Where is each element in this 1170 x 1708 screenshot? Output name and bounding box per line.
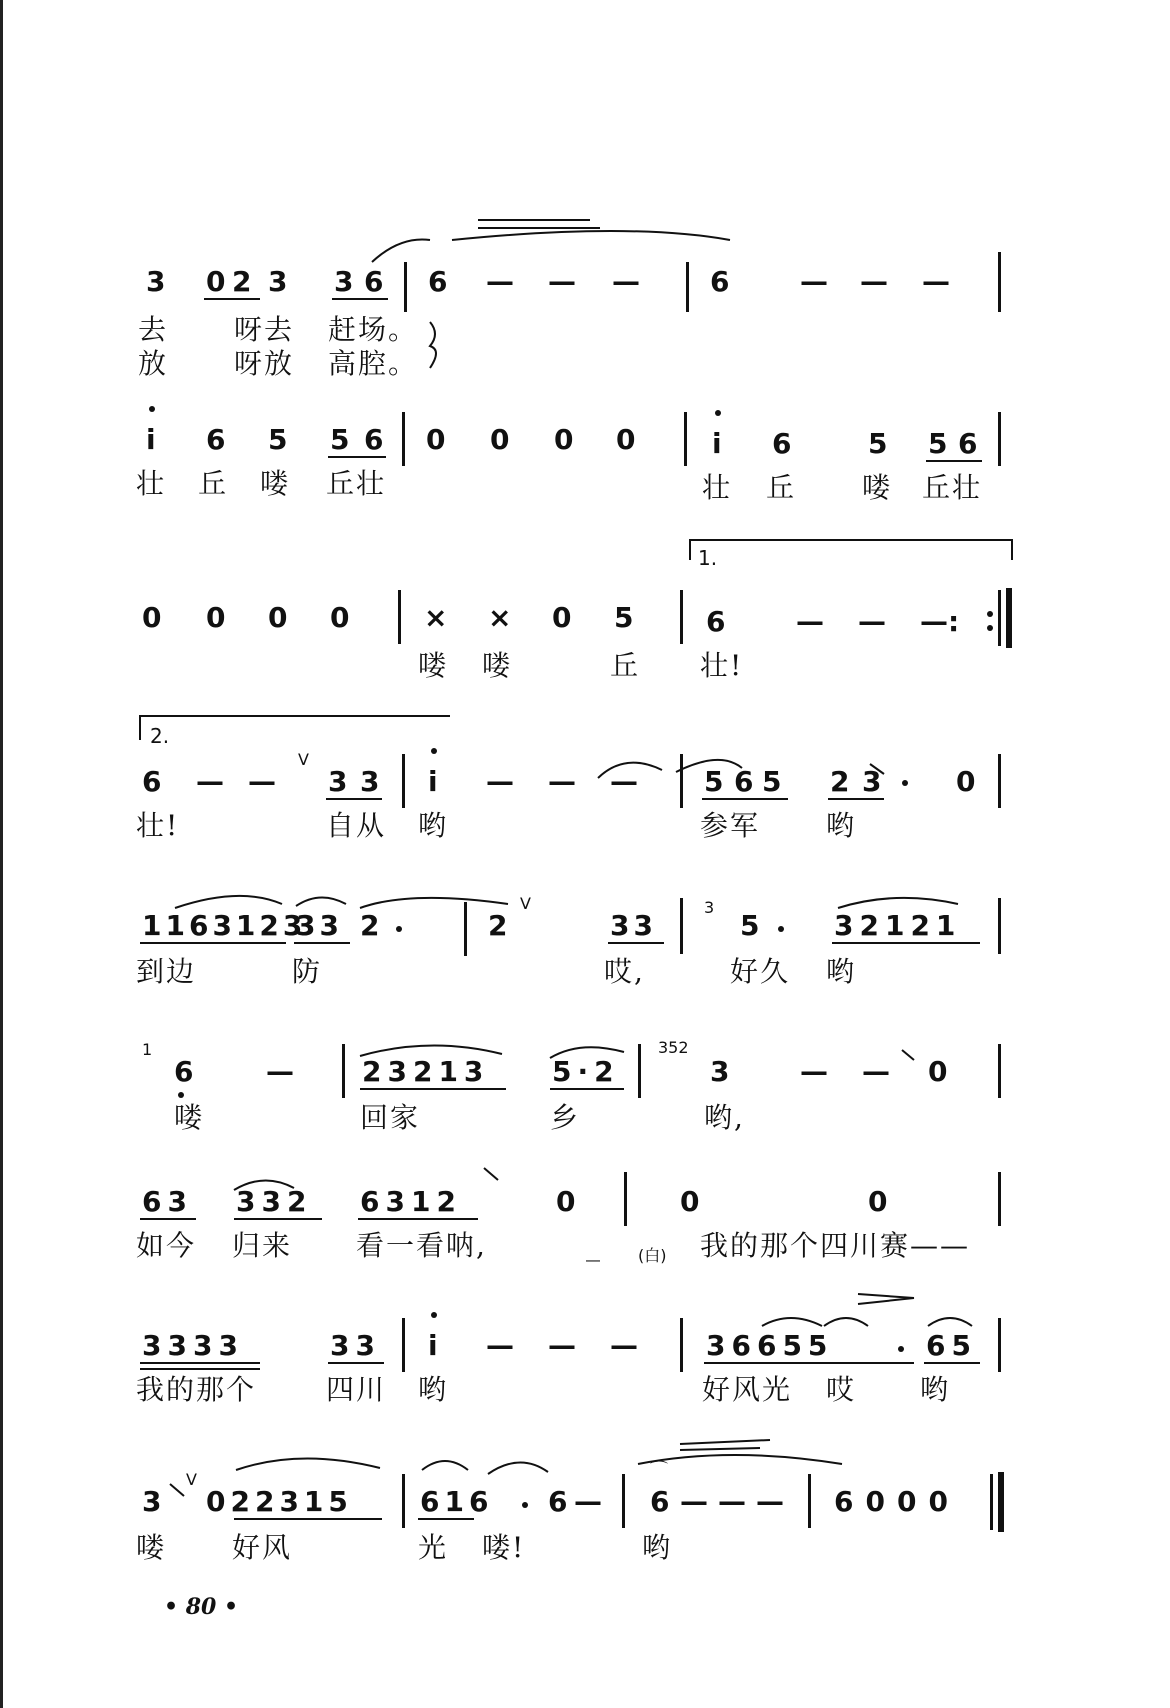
note-group: 3333 — [142, 1329, 244, 1362]
volta-1-bracket — [690, 540, 1012, 560]
barline — [402, 1318, 405, 1372]
lyric: 到边 — [136, 955, 197, 988]
dynamic-mark — [858, 1294, 914, 1298]
note-group: 022315 — [206, 1485, 353, 1518]
note: 6 — [958, 427, 978, 460]
lyric: 壮! — [700, 649, 744, 682]
underline — [704, 1362, 914, 1364]
note-group: 63 — [142, 1185, 193, 1218]
lyric: 哟 — [826, 955, 857, 988]
note: 2 — [360, 909, 380, 942]
augmentation-dot — [522, 1502, 528, 1508]
note: 0 — [426, 423, 446, 456]
note: 3 — [142, 1485, 162, 1518]
barline — [998, 898, 1001, 954]
tie — [452, 231, 730, 240]
lyric: 参军 — [700, 809, 761, 842]
lyric: 呀去 — [234, 313, 295, 346]
lyric: 哟 — [418, 1373, 449, 1406]
note: 5 — [928, 427, 948, 460]
lyric: 哎 — [826, 1373, 857, 1406]
lyric: 丘 — [766, 471, 797, 504]
note-group: 332 — [236, 1185, 313, 1218]
note: 5 — [330, 423, 350, 456]
barline — [998, 252, 1001, 312]
high-dot — [149, 406, 155, 412]
lyric: 丘 — [610, 649, 641, 682]
note: 0 — [556, 1185, 576, 1218]
underline — [832, 942, 980, 944]
barline — [998, 754, 1001, 808]
lyric: 好风 — [232, 1531, 293, 1564]
note: 0 — [142, 601, 162, 634]
note: 6 — [706, 605, 726, 638]
note: 6 — [772, 427, 792, 460]
final-barline-thick — [998, 1472, 1004, 1532]
dash: — — [574, 1485, 602, 1518]
slur — [360, 898, 508, 908]
barline — [684, 412, 687, 466]
lyric: 乡 — [550, 1101, 581, 1134]
note-group: 23213 — [362, 1055, 490, 1088]
note-group: 32121 — [834, 909, 962, 942]
breath-mark: V — [520, 894, 531, 913]
breath-arrow — [902, 1050, 914, 1060]
note: 3 — [146, 265, 166, 298]
fermata-icon: ⌒ — [650, 1460, 668, 1481]
lyric: 归来 — [232, 1229, 293, 1262]
slur — [762, 1318, 822, 1326]
dash: — — [858, 605, 886, 638]
underline — [702, 798, 788, 800]
slur — [838, 898, 958, 908]
barline — [404, 262, 407, 312]
lyric: 哟 — [920, 1373, 951, 1406]
barline — [686, 262, 689, 312]
note-group: 6312 — [360, 1185, 462, 1218]
page-number: • 80 • — [164, 1594, 239, 1620]
note-group: 6000 — [834, 1485, 960, 1518]
lyric: 看一看呐, — [356, 1229, 487, 1262]
grace-note: 352 — [658, 1038, 689, 1057]
note: 3 — [360, 765, 380, 798]
note: 0 — [552, 601, 572, 634]
note: 0 — [928, 1055, 948, 1088]
note: 6 — [206, 423, 226, 456]
percussion-x: × — [424, 601, 448, 634]
barline — [998, 412, 1001, 466]
note: 3 — [328, 765, 348, 798]
high-dot — [715, 410, 721, 416]
lyric: 放 — [138, 347, 169, 380]
underline — [418, 1518, 474, 1520]
note: 0 — [206, 265, 226, 298]
note: 0 — [616, 423, 636, 456]
underline — [332, 298, 388, 300]
lyric: 回家 — [360, 1101, 421, 1134]
barline — [998, 1044, 1001, 1098]
lyric: 喽 — [418, 649, 449, 682]
underline — [140, 942, 286, 944]
lyric: 壮 — [702, 471, 733, 504]
slur — [488, 1462, 548, 1474]
lyric: 如今 — [136, 1229, 197, 1262]
note: 2 — [830, 765, 850, 798]
lyric: 丘壮 — [922, 471, 983, 504]
note-group: 5·2 — [552, 1055, 620, 1088]
dash: — — [196, 765, 224, 798]
lyric: 高腔。 — [328, 347, 419, 380]
barline — [680, 1318, 683, 1372]
lyric: 哟 — [418, 809, 449, 842]
dash: — — [548, 265, 576, 298]
lyric: 喽 — [174, 1101, 205, 1134]
breath-arrow — [170, 1484, 184, 1496]
dash: — — [922, 265, 950, 298]
barline — [808, 1474, 811, 1528]
lyric: 自从 — [326, 809, 387, 842]
underline — [828, 798, 884, 800]
underline — [924, 1362, 980, 1364]
underline — [608, 942, 664, 944]
note: 3 — [268, 265, 288, 298]
dash: — — [266, 1055, 294, 1088]
dash: —: — [920, 605, 960, 638]
underline — [234, 1218, 322, 1220]
note: 6 — [710, 265, 730, 298]
note: i — [712, 427, 722, 460]
lyric: 呀放 — [234, 347, 295, 380]
note: i — [146, 423, 156, 456]
lyric: 喽 — [136, 1531, 167, 1564]
underline — [358, 1218, 478, 1220]
volta-2-bracket — [140, 716, 450, 740]
underline — [328, 1362, 384, 1364]
lyric: 喽 — [862, 471, 893, 504]
barline — [680, 590, 683, 644]
note: 6 — [142, 765, 162, 798]
barline — [680, 754, 683, 808]
dash: — — [248, 765, 276, 798]
lyric: 赶场。 — [328, 313, 419, 346]
note: 6 — [364, 265, 384, 298]
note: 5 — [868, 427, 888, 460]
barline — [998, 1318, 1001, 1372]
repeat-barline — [998, 590, 1001, 646]
barline — [402, 1474, 405, 1528]
high-dot — [431, 1312, 437, 1318]
note-group: 65 — [926, 1329, 977, 1362]
barline — [998, 1172, 1001, 1226]
note-group: 33 — [610, 909, 657, 942]
final-barline — [990, 1474, 993, 1530]
note: i — [428, 1329, 438, 1362]
barline — [624, 1172, 627, 1226]
underline — [926, 460, 982, 462]
note: 2 — [488, 909, 508, 942]
note: 3 — [334, 265, 354, 298]
underline — [326, 798, 382, 800]
note: 5 — [762, 765, 782, 798]
breath-arrow — [484, 1168, 498, 1180]
note-group: 616 — [420, 1485, 494, 1518]
note: 0 — [490, 423, 510, 456]
note: 5 — [704, 765, 724, 798]
note: 5 — [614, 601, 634, 634]
barline — [638, 1044, 641, 1098]
lyric: 丘 — [198, 467, 229, 500]
note: 0 — [868, 1185, 888, 1218]
barline — [342, 1044, 345, 1098]
repeat-barline-thick — [1006, 588, 1012, 648]
note-group: 36655 — [706, 1329, 834, 1362]
note: 5 — [740, 909, 760, 942]
augmentation-dot — [898, 1346, 904, 1352]
note: 6 — [174, 1055, 194, 1088]
slur — [236, 1458, 380, 1470]
underline — [234, 1518, 382, 1520]
note-group: 33 — [296, 909, 343, 942]
breath-mark: V — [186, 1470, 197, 1489]
underline — [294, 942, 350, 944]
barline — [402, 412, 405, 466]
tie — [638, 1455, 842, 1464]
dash: — — [862, 1055, 890, 1088]
slur — [175, 896, 282, 908]
barline — [402, 754, 405, 808]
dash: — — [548, 1329, 576, 1362]
dash: — — [486, 265, 514, 298]
grace-note: 1 — [142, 1040, 153, 1059]
augmentation-dot — [902, 780, 908, 786]
underline — [140, 1362, 260, 1364]
lyric: _ — [586, 1229, 602, 1262]
underline — [140, 1218, 196, 1220]
note: 6 — [548, 1485, 568, 1518]
note: 6 — [428, 265, 448, 298]
lyric: 哎, — [604, 955, 645, 988]
underline — [204, 298, 260, 300]
underline — [360, 1088, 506, 1090]
lyric: 喽 — [482, 649, 513, 682]
dash-group: ——— — [680, 1485, 794, 1518]
note: 6 — [364, 423, 384, 456]
spoken-marker: (白) — [638, 1246, 667, 1265]
slur — [824, 1318, 868, 1326]
underline — [140, 1368, 260, 1370]
barline — [398, 590, 401, 644]
barline — [464, 902, 467, 956]
dynamic-mark — [680, 1440, 770, 1444]
lyric: 哟 — [826, 809, 857, 842]
slur — [928, 1318, 972, 1326]
lyric: 喽! — [482, 1531, 526, 1564]
barline — [680, 898, 683, 954]
lyric: 我的那个四川赛—— — [700, 1229, 971, 1262]
lyric: 我的那个 — [136, 1373, 257, 1406]
note: 3 — [862, 765, 882, 798]
lyric: 四川 — [326, 1373, 387, 1406]
percussion-x: × — [488, 601, 512, 634]
note-group: 1163123 — [142, 909, 307, 942]
note: 0 — [680, 1185, 700, 1218]
augmentation-dot — [778, 926, 784, 932]
volta-2-label: 2. — [150, 724, 170, 748]
slur — [296, 897, 346, 906]
note: 2 — [232, 265, 252, 298]
note: 0 — [956, 765, 976, 798]
lyric: 好久 — [730, 955, 791, 988]
note: 0 — [554, 423, 574, 456]
dash: — — [800, 265, 828, 298]
underline — [550, 1088, 624, 1090]
note: i — [428, 765, 438, 798]
lyric: 哟 — [642, 1531, 673, 1564]
dash: — — [612, 265, 640, 298]
lyric: 壮! — [136, 809, 180, 842]
low-dot — [178, 1092, 184, 1098]
dash: — — [486, 765, 514, 798]
dash: — — [800, 1055, 828, 1088]
note-group: 33 — [330, 1329, 381, 1362]
lyric: 喽 — [260, 467, 291, 500]
dash: — — [486, 1329, 514, 1362]
note: 6 — [650, 1485, 670, 1518]
dash: — — [860, 265, 888, 298]
note: 0 — [268, 601, 288, 634]
verse-brace — [430, 322, 436, 368]
slur — [372, 239, 430, 262]
high-dot — [431, 748, 437, 754]
breath-mark: V — [298, 750, 309, 769]
underline — [328, 456, 386, 458]
dash: — — [610, 1329, 638, 1362]
note: 5 — [268, 423, 288, 456]
slur — [422, 1461, 468, 1470]
lyric: 防 — [292, 955, 323, 988]
note: 6 — [734, 765, 754, 798]
volta-1-label: 1. — [698, 546, 718, 570]
lyric: 光 — [418, 1531, 449, 1564]
note: 0 — [206, 601, 226, 634]
augmentation-dot — [396, 926, 402, 932]
lyric: 哟, — [704, 1101, 745, 1134]
dynamic-mark — [680, 1448, 760, 1450]
barline — [622, 1474, 625, 1528]
note: 3 — [710, 1055, 730, 1088]
lyric: 去 — [138, 313, 169, 346]
dynamic-mark — [858, 1298, 914, 1304]
lyric: 好风光 — [702, 1373, 793, 1406]
grace-note: 3 — [704, 898, 715, 917]
note: 0 — [330, 601, 350, 634]
dash: — — [610, 765, 638, 798]
lyric: 丘壮 — [326, 467, 387, 500]
dash: — — [796, 605, 824, 638]
lyric: 壮 — [136, 467, 167, 500]
dash: — — [548, 765, 576, 798]
